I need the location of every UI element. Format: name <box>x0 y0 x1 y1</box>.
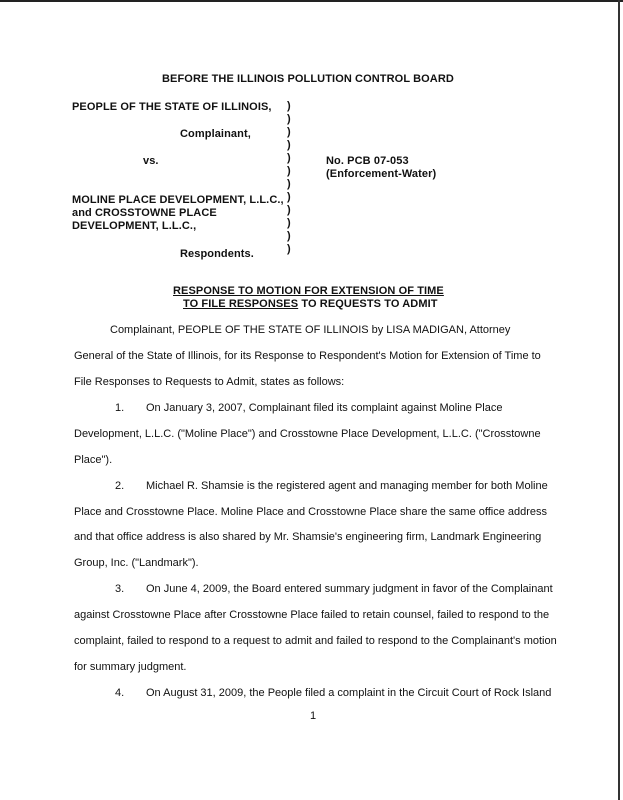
paragraph-line: and that office address is also shared by Mr. Shamsie's engineering firm, Landmark Engineering <box>74 531 542 543</box>
caption-plaintiff-role: Complainant, <box>180 128 251 140</box>
caption-plaintiff: PEOPLE OF THE STATE OF ILLINOIS, <box>72 101 272 113</box>
caption-paren: ) <box>287 191 291 203</box>
caption-paren: ) <box>287 113 291 125</box>
caption-paren: ) <box>287 100 291 112</box>
paragraph-line: Group, Inc. ("Landmark"). <box>74 557 199 569</box>
caption-paren: ) <box>287 217 291 229</box>
paragraph-line: Development, L.L.C. ("Moline Place") and Crosstowne Place Development, L.L.C. ("Crosstowne <box>74 428 541 440</box>
paragraph-line: for summary judgment. <box>74 661 187 673</box>
caption-versus: vs. <box>143 155 159 167</box>
scan-border-right <box>618 0 620 800</box>
caption-paren: ) <box>287 204 291 216</box>
caption-defendant-1: MOLINE PLACE DEVELOPMENT, L.L.C., <box>72 194 284 206</box>
document-title-line2 <box>183 298 438 310</box>
caption-paren: ) <box>287 243 291 255</box>
document-title-line1: RESPONSE TO MOTION FOR EXTENSION OF TIME <box>173 285 444 297</box>
paragraph-number: 1. <box>115 402 125 414</box>
document-title-rest: TO REQUESTS TO ADMIT <box>298 298 438 310</box>
paragraph-line: On June 4, 2009, the Board entered summary judgment in favor of the Complainant <box>146 583 553 595</box>
paragraph-line: Place and Crosstowne Place. Moline Place and Crosstowne Place share the same office address <box>74 506 548 518</box>
caption-paren: ) <box>287 152 291 164</box>
case-number: No. PCB 07-053 <box>326 155 409 167</box>
caption-defendant-role: Respondents. <box>180 248 254 260</box>
paragraph-number: 2. <box>115 480 125 492</box>
intro-line: General of the State of Illinois, for its Response to Respondent's Motion for Extension of Time to <box>74 350 541 362</box>
paragraph-line: On August 31, 2009, the People filed a complaint in the Circuit Court of Rock Island <box>146 687 552 699</box>
paragraph-line: complaint, failed to respond to a request to admit and failed to respond to the Complainant's motion <box>74 635 557 647</box>
scan-border-top <box>0 0 623 2</box>
paragraph-line: On January 3, 2007, Complainant filed its complaint against Moline Place <box>146 402 503 414</box>
paragraph-number: 4. <box>115 687 125 699</box>
board-title: BEFORE THE ILLINOIS POLLUTION CONTROL BOARD <box>162 73 454 85</box>
caption-paren: ) <box>287 126 291 138</box>
caption-paren: ) <box>287 230 291 242</box>
intro-line: File Responses to Requests to Admit, states as follows: <box>74 376 345 388</box>
paragraph-line: Place"). <box>74 454 113 466</box>
caption-paren: ) <box>287 165 291 177</box>
caption-paren: ) <box>287 139 291 151</box>
case-type: (Enforcement-Water) <box>326 168 437 180</box>
page-number: 1 <box>310 710 317 722</box>
paragraph-line: Michael R. Shamsie is the registered agent and managing member for both Moline <box>146 480 548 492</box>
caption-paren: ) <box>287 178 291 190</box>
caption-defendant-2: and CROSSTOWNE PLACE <box>72 207 217 219</box>
caption-defendant-3: DEVELOPMENT, L.L.C., <box>72 220 197 232</box>
intro-line: Complainant, PEOPLE OF THE STATE OF ILLINOIS by LISA MADIGAN, Attorney <box>110 324 511 336</box>
document-title-underlined: TO FILE RESPONSES <box>183 298 299 310</box>
paragraph-number: 3. <box>115 583 125 595</box>
paragraph-line: against Crosstowne Place after Crosstowne Place failed to retain counsel, failed to respond to the <box>74 609 550 621</box>
